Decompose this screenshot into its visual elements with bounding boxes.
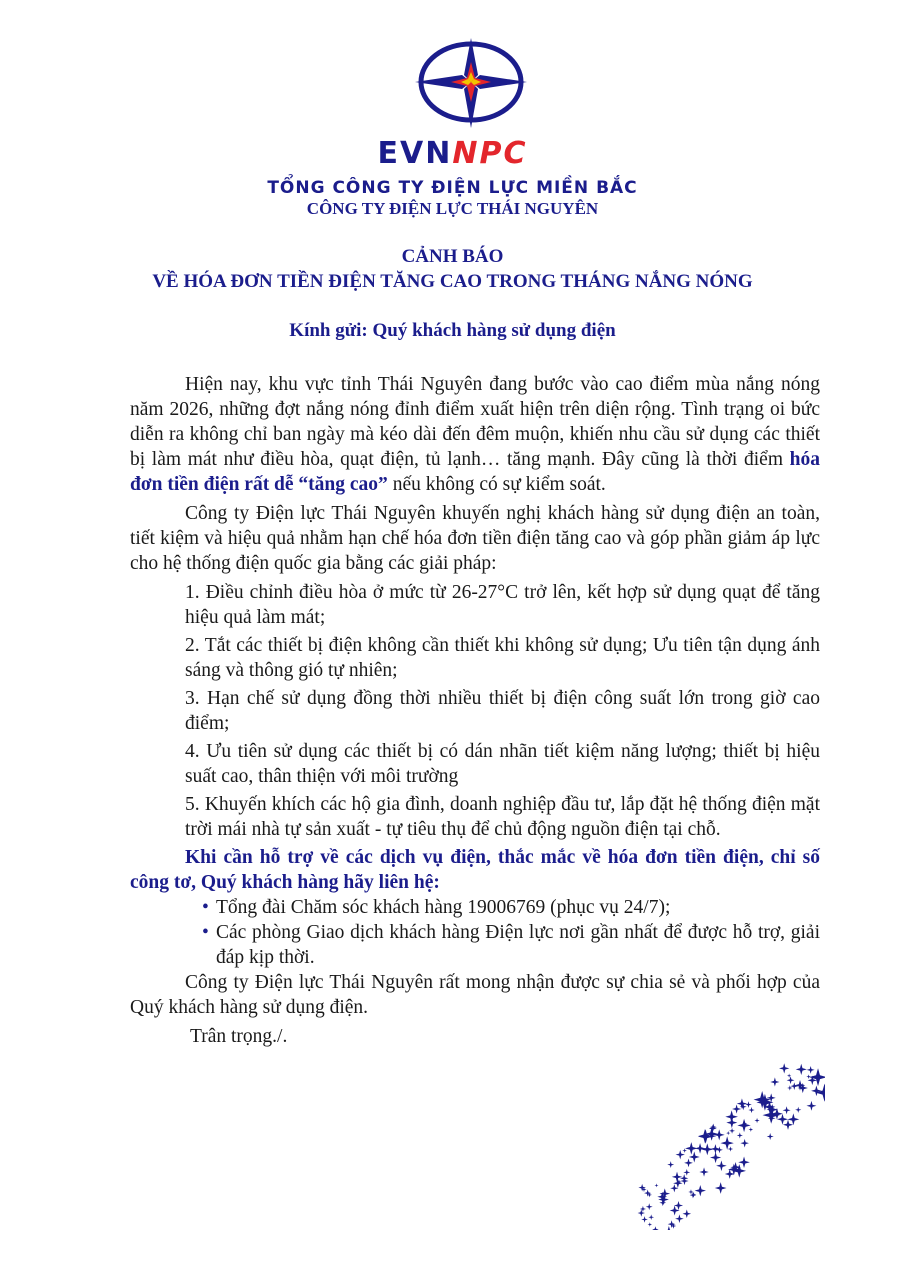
sparkle-star-icon (787, 1076, 795, 1084)
contact-item-hotline: • Tổng đài Chăm sóc khách hàng 19006769 (phục vụ 24/7); (202, 895, 820, 920)
sparkle-star-icon (767, 1133, 774, 1140)
sparkle-star-icon (683, 1209, 692, 1218)
sparkle-star-icon (654, 1183, 658, 1187)
sparkle-star-icon (720, 1136, 733, 1149)
solution-item-5: 5. Khuyến khích các hộ gia đình, doanh nghiệp đầu tư, lắp đặt hệ thống điện mặt trời mái nhà tự sản xuất - tự tiêu thụ để chủ động nguồn điện tại chỗ. (185, 794, 820, 840)
solution-item-3: 3. Hạn chế sử dụng đồng thời nhiều thiết bị điện công suất lớn trong giờ cao điểm; (185, 688, 820, 734)
sparkle-star-icon (638, 1184, 645, 1191)
paragraph-recommendation: Công ty Điện lực Thái Nguyên khuyến nghị khách hàng sử dụng điện an toàn, tiết kiệm và hiệu quả nhằm hạn chế hóa đơn tiền điện tăng cao và góp phần giảm áp lực cho hệ thống điện quốc gia bằng các giải pháp: (130, 503, 820, 574)
sparkle-star-icon (699, 1167, 708, 1176)
sparkle-star-icon (783, 1120, 793, 1130)
sparkle-star-icon (779, 1063, 789, 1073)
sparkle-star-icon (684, 1158, 693, 1167)
solution-item-4: 4. Ưu tiên sử dụng các thiết bị có dán nhãn tiết kiệm năng lượng; thiết bị hiệu suất cao, thân thiện với môi trường (185, 741, 820, 787)
greeting: Kính gửi: Quý khách hàng sử dụng điện (289, 320, 616, 341)
brand-evn: EVN (377, 136, 453, 171)
document-body (130, 372, 820, 1049)
sparkle-star-icon (676, 1150, 685, 1159)
sparkle-star-icon (646, 1203, 653, 1210)
sparkle-star-icon (806, 1074, 811, 1079)
sparkle-star-icon (707, 1132, 716, 1141)
contact-list (202, 895, 820, 970)
solution-item-1: 1. Điều chỉnh điều hòa ở mức từ 26-27°C trở lên, kết hợp sử dụng quạt để tăng hiệu quả làm mát; (185, 582, 820, 628)
brand-npc: NPC (452, 136, 528, 171)
corporation-name: TỔNG CÔNG TY ĐIỆN LỰC MIỀN BẮC (267, 178, 638, 198)
sparkle-star-icon (726, 1117, 737, 1128)
sparkle-star-icon (806, 1101, 816, 1111)
sparkle-star-icon (710, 1152, 721, 1163)
sparkle-star-icon (701, 1143, 713, 1155)
sparkle-star-icon (809, 1068, 825, 1086)
document-title-line1: CẢNH BÁO (401, 246, 504, 267)
sparkle-star-icon (783, 1106, 791, 1114)
contact-item-offices: • Các phòng Giao dịch khách hàng Điện lực nơi gần nhất để được hỗ trợ, giải đáp kịp thời. (202, 920, 820, 970)
company-name: CÔNG TY ĐIỆN LỰC THÁI NGUYÊN (306, 199, 599, 218)
sparkle-star-icon (754, 1118, 759, 1123)
sparkle-star-icon (716, 1160, 727, 1171)
sparkle-star-icon (638, 1209, 645, 1216)
signature: Trân trọng./. (190, 1026, 288, 1047)
sparkle-star-icon (640, 1206, 646, 1212)
brand-logotype (0, 136, 905, 171)
sparkle-star-icon (667, 1161, 674, 1168)
sparkle-star-icon (664, 1226, 674, 1230)
closing-paragraph: Công ty Điện lực Thái Nguyên rất mong nhận được sự chia sẻ và phối hợp của Quý khách hàng sử dụng điện. (130, 972, 820, 1018)
sparkle-star-icon (689, 1152, 700, 1163)
sparkle-star-icon (795, 1107, 801, 1113)
sparkle-star-icon (683, 1169, 690, 1176)
paragraph-intro-text: Hiện nay, khu vực tỉnh Thái Nguyên đang bước vào cao điểm mùa nắng nóng năm 2026, những đợt nắng nóng đỉnh điểm xuất hiện trên diện rộng. Tình trạng oi bức diễn ra không chỉ ban ngày mà kéo dài đến đêm muộn, khiến nhu cầu sử dụng các thiết bị làm mát như điều hòa, quạt điện, tủ lạnh… tăng mạnh. Đây cũng là thời điểm (130, 374, 820, 470)
sparkle-star-icon (807, 1066, 815, 1074)
sparkle-star-icon (644, 1190, 651, 1197)
sparkle-star-icon (675, 1214, 684, 1223)
document-title-line2: VỀ HÓA ĐƠN TIỀN ĐIỆN TĂNG CAO TRONG THÁNG NẮNG NÓNG (152, 271, 753, 292)
sparkle-star-icon (811, 1085, 822, 1096)
sparkle-star-icon (652, 1226, 659, 1230)
sparkle-star-icon (695, 1185, 706, 1196)
sparkle-star-icon (732, 1104, 741, 1113)
sparkle-star-icon (787, 1113, 799, 1125)
sparkle-stars-icon (625, 1050, 825, 1230)
sparkle-star-icon (695, 1143, 706, 1154)
sparkle-star-icon (716, 1146, 723, 1153)
paragraph-intro-highlight: hóa đơn tiền điện rất dễ “tăng cao” (130, 449, 820, 495)
evn-logo-icon (411, 36, 531, 136)
sparkle-star-icon (796, 1064, 807, 1075)
paragraph-intro-tail: nếu không có sự kiểm soát. (387, 474, 606, 495)
sparkle-star-icon (790, 1082, 798, 1090)
sparkle-star-icon (648, 1214, 654, 1220)
sparkle-star-icon (749, 1127, 754, 1132)
sparkle-star-icon (726, 1131, 730, 1135)
sparkle-star-icon (738, 1156, 750, 1168)
paragraph-intro (130, 372, 820, 497)
solution-item-2: 2. Tắt các thiết bị điện không cần thiết khi không sử dụng; Ưu tiên tận dụng ánh sáng và thông gió tự nhiên; (185, 635, 820, 681)
sparkle-star-icon (748, 1107, 754, 1113)
sparkle-star-icon (641, 1216, 648, 1223)
support-heading: Khi cần hỗ trợ về các dịch vụ điện, thắc mắc về hóa đơn tiền điện, chỉ số công tơ, Quý khách hàng hãy liên hệ: (130, 847, 820, 893)
sparkle-star-icon (672, 1172, 682, 1182)
sparkle-star-icon (714, 1129, 725, 1140)
sparkle-star-icon (682, 1148, 687, 1153)
sparkle-star-icon (729, 1128, 735, 1134)
sparkle-star-icon (737, 1119, 750, 1132)
sparkle-star-icon (740, 1139, 749, 1148)
sparkle-star-icon (728, 1146, 733, 1151)
sparkle-star-icon (737, 1132, 743, 1138)
sparkle-star-icon (648, 1222, 653, 1227)
sparkle-star-icon (709, 1124, 717, 1132)
sparkle-star-icon (715, 1182, 727, 1194)
sparkle-star-icon (711, 1144, 721, 1154)
sparkle-star-icon (770, 1077, 779, 1086)
